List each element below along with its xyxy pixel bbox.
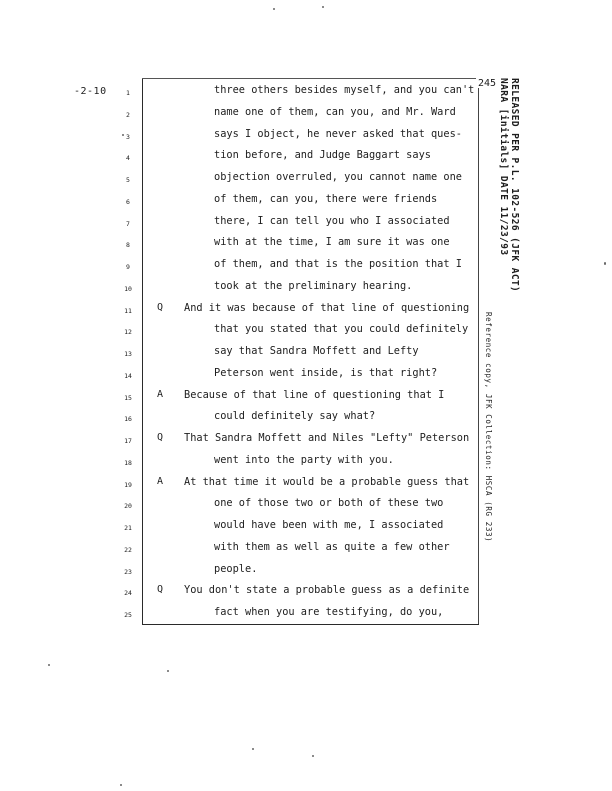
line-number: 24 [124, 589, 132, 598]
release-stamp-line2: NARA [initials] DATE 11/23/93 [498, 78, 509, 256]
transcript-line [0, 301, 480, 323]
line-text: That Sandra Moffett and Niles "Lefty" Peterson [184, 432, 470, 444]
line-number: 1 [126, 89, 130, 97]
transcript-line [0, 583, 480, 605]
line-number: 21 [124, 524, 132, 532]
scan-speck [120, 784, 122, 786]
scan-speck [322, 6, 324, 8]
line-number: 19 [124, 480, 132, 489]
line-number: 15 [124, 393, 132, 402]
line-text: name one of them, can you, and Mr. Ward [214, 105, 456, 118]
line-text: of them, and that is the position that I [214, 258, 462, 270]
line-text: You don't state a probable guess as a definite [184, 584, 470, 597]
transcript-line [0, 148, 480, 170]
frame-top-edge [142, 78, 476, 79]
line-text: Because of that line of questioning that I [184, 388, 445, 401]
reference-copy-note: Reference copy, JFK Collection: HSCA (RG 233) [484, 312, 493, 543]
transcript-line [0, 540, 480, 562]
transcript-line [0, 409, 480, 431]
line-text: could definitely say what? [214, 410, 376, 423]
line-number: 9 [126, 263, 130, 271]
transcript-line [0, 518, 480, 540]
line-number: 12 [124, 328, 132, 337]
scan-speck [122, 134, 124, 136]
transcript-line [0, 83, 480, 105]
line-number: 5 [126, 176, 130, 184]
line-number: 2 [126, 110, 130, 119]
speaker-marker: A [157, 388, 164, 400]
transcript-line [0, 431, 480, 453]
line-number: 3 [126, 132, 130, 141]
line-number: 17 [124, 437, 132, 445]
line-number: 14 [124, 371, 132, 380]
scan-speck [252, 748, 254, 750]
line-number: 16 [124, 415, 132, 424]
transcript-line [0, 388, 480, 410]
line-text: went into the party with you. [214, 453, 394, 466]
transcript-line [0, 279, 480, 301]
line-number: 10 [124, 284, 132, 293]
line-text: would have been with me, I associated [214, 519, 444, 531]
line-text: there, I can tell you who I associated [214, 214, 450, 227]
line-number: 7 [126, 219, 130, 228]
transcript-line [0, 344, 480, 366]
transcript-line [0, 192, 480, 214]
line-text: one of those two or both of these two [214, 497, 444, 510]
line-number: 22 [124, 545, 132, 554]
line-number: 25 [124, 611, 132, 619]
line-text: fact when you are testifying, do you, [214, 606, 444, 618]
line-number: 11 [124, 306, 132, 315]
page-number: 245 [478, 78, 497, 89]
line-text: And it was because of that line of questioning [184, 301, 470, 314]
line-text: tion before, and Judge Baggart says [214, 149, 431, 162]
transcript-line [0, 214, 480, 236]
speaker-marker: Q [157, 301, 164, 313]
line-text: people. [214, 562, 258, 575]
speaker-marker: Q [157, 584, 164, 596]
transcript-line [0, 366, 480, 388]
scan-speck [273, 8, 275, 10]
transcript-line [0, 605, 480, 627]
line-text: that you stated that you could definitely [214, 323, 469, 336]
scan-speck [604, 262, 606, 265]
transcript-line [0, 496, 480, 518]
transcript-line [0, 127, 480, 149]
line-text: Peterson went inside, is that right? [214, 366, 438, 379]
line-number: 23 [124, 567, 132, 576]
line-number: 18 [124, 458, 132, 467]
line-number: 20 [124, 502, 132, 511]
scan-speck [167, 670, 169, 672]
line-number: 4 [126, 154, 130, 163]
scan-speck [312, 755, 314, 757]
page-reference: -2-10 [74, 86, 107, 97]
line-text: objection overruled, you cannot name one [214, 171, 462, 183]
line-text: took at the preliminary hearing. [214, 279, 413, 292]
transcript-line [0, 562, 480, 584]
line-text: At that time it would be a probable guess that [184, 475, 470, 488]
transcript-line [0, 322, 480, 344]
scan-speck [48, 664, 50, 666]
line-text: say that Sandra Moffett and Lefty [214, 345, 419, 357]
transcript-line [0, 257, 480, 279]
transcript-line [0, 453, 480, 475]
release-stamp-line1: RELEASED PER P.L. 102-526 (JFK ACT) [509, 78, 520, 293]
line-text: of them, can you, there were friends [214, 192, 438, 205]
transcript-line [0, 235, 480, 257]
transcript-line [0, 475, 480, 497]
transcript-line [0, 105, 480, 127]
line-number: 13 [124, 350, 132, 358]
line-number: 8 [126, 241, 130, 250]
line-text: three others besides myself, and you can't [214, 84, 475, 96]
line-text: with at the time, I am sure it was one [214, 236, 450, 249]
release-stamp [498, 78, 520, 292]
speaker-marker: A [157, 475, 164, 487]
transcript-line [0, 170, 480, 192]
line-text: with them as well as quite a few other [214, 540, 450, 553]
speaker-marker: Q [157, 432, 164, 443]
line-text: says I object, he never asked that ques- [214, 127, 462, 140]
line-number: 6 [126, 197, 130, 206]
